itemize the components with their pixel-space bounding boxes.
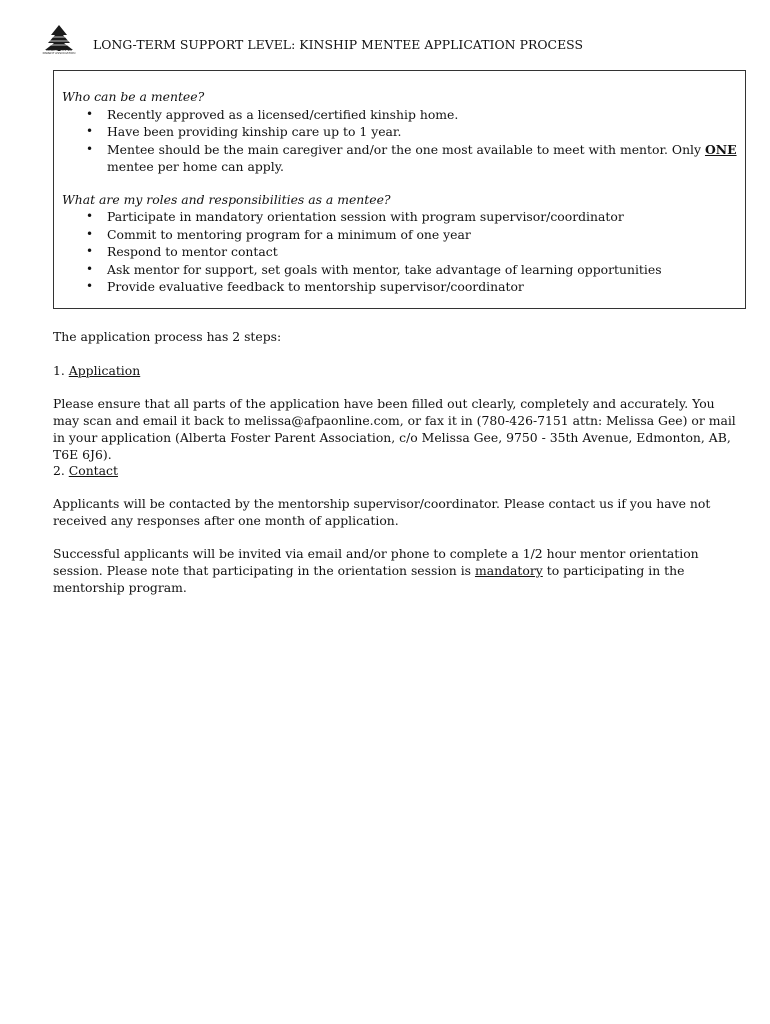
intro-text: The application process has 2 steps: [53, 329, 282, 344]
bullet-icon: • [86, 226, 94, 241]
page-title: LONG-TERM SUPPORT LEVEL: KINSHIP MENTEE APPLICATION PROCESS [93, 37, 584, 52]
who-list [62, 106, 739, 176]
list-item: • Ask mentor for support, set goals with mentor, take advantage of learning opportunities [86, 261, 662, 277]
list-item: • Respond to mentor contact [86, 244, 278, 259]
who-heading: Who can be a mentee? [62, 89, 205, 104]
list-item: • Recently approved as a licensed/certified kinship home. [86, 106, 459, 122]
bullet-icon: • [86, 244, 94, 258]
step2-paragraph: Applicants will be contacted by the mentorship supervisor/coordinator. Please contact us if you have not received any responses after one month of application. [53, 496, 711, 528]
roles-heading: What are my roles and responsibilities as a mentee? [62, 191, 391, 207]
mandatory-emphasis: mandatory [474, 563, 543, 578]
mentee-info-box [53, 70, 746, 309]
bullet-icon: • [86, 209, 94, 223]
list-item: • Mentee should be the main caregiver and/or the one most available to meet with mentor. Only ONE mentee per home can apply. [86, 141, 737, 174]
logo-text: ALBERTA FOSTER PARENT ASSOCIATION [42, 48, 76, 55]
list-item: • Commit to mentoring program for a minimum of one year [86, 226, 471, 242]
list-item: • Provide evaluative feedback to mentorship supervisor/coordinator [86, 279, 524, 294]
bullet-icon: • [86, 124, 94, 138]
list-item: • Have been providing kinship care up to 1 year. [86, 124, 402, 139]
step1-paragraph: Please ensure that all parts of the application have been filled out clearly, completely and accurately. You may scan and email it back to melissa@afpaonline.com, or fax it in (780-426-7151 attn: Melissa Gee) or mail in your application (Alberta Foster Parent Association, c/o Melissa Gee, 9750 - 35th Avenue, Edmonton, AB, T6E 6J6). [53, 396, 736, 462]
step2-heading: 2. Contact [53, 463, 118, 478]
bullet-icon: • [86, 106, 94, 121]
bullet-icon: • [86, 141, 94, 156]
one-emphasis: ONE [704, 141, 737, 157]
step2-label: Contact [68, 463, 118, 478]
final-paragraph: Successful applicants will be invited via email and/or phone to complete a 1/2 hour mentor orientation session. Please note that participating in the orientation session is mandatory to participating in the mentorship program. [53, 546, 699, 595]
tree-logo-icon [42, 24, 76, 58]
bullet-icon: • [86, 261, 94, 276]
roles-list [62, 208, 739, 296]
step1-label: Application [68, 363, 141, 378]
bullet-icon: • [86, 279, 94, 293]
list-item: • Participate in mandatory orientation session with program supervisor/coordinator [86, 209, 624, 224]
step1-heading: 1. Application [53, 363, 141, 378]
